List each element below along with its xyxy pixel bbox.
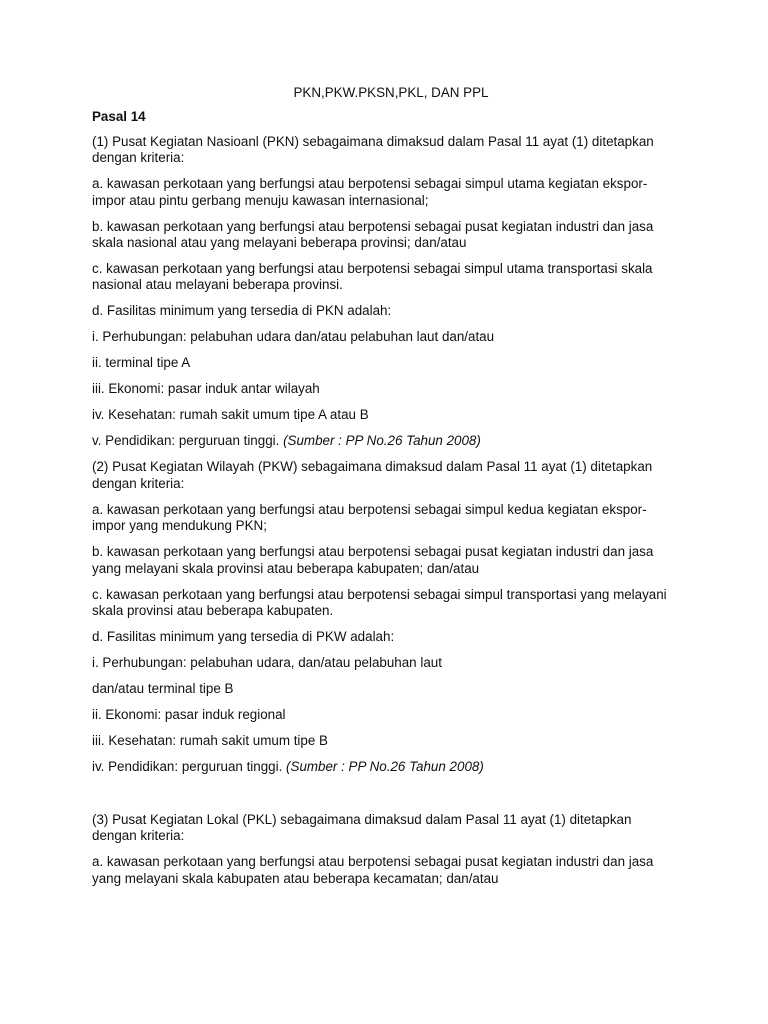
pkn-source-citation: (Sumber : PP No.26 Tahun 2008) bbox=[283, 433, 481, 449]
pkw-criteria-a: a. kawasan perkotaan yang berfungsi atau berpotensi sebagai simpul kedua kegiatan ekspor-impor yang mendukung PKN; bbox=[92, 501, 647, 534]
section-heading: Pasal 14 bbox=[92, 109, 146, 125]
pkw-facility-ii: ii. Ekonomi: pasar induk regional bbox=[92, 707, 286, 723]
pkn-facility-v: v. Pendidikan: perguruan tinggi. bbox=[92, 433, 284, 449]
pkn-facility-v-line bbox=[92, 433, 678, 449]
pkn-facility-i: i. Perhubungan: pelabuhan udara dan/atau pelabuhan laut dan/atau bbox=[92, 329, 495, 345]
pkn-facility-iii: iii. Ekonomi: pasar induk antar wilayah bbox=[92, 381, 320, 397]
pkw-facility-iv: iv. Pendidikan: perguruan tinggi. bbox=[92, 759, 287, 775]
pkw-source-citation: (Sumber : PP No.26 Tahun 2008) bbox=[286, 759, 484, 775]
pkw-facilities-heading: d. Fasilitas minimum yang tersedia di PKW adalah: bbox=[92, 629, 395, 645]
pkn-facility-ii: ii. terminal tipe A bbox=[92, 355, 191, 371]
pkn-facility-iv: iv. Kesehatan: rumah sakit umum tipe A atau B bbox=[92, 407, 369, 423]
pkl-criteria-a: a. kawasan perkotaan yang berfungsi atau berpotensi sebagai pusat kegiatan industri dan jasa yang melayani skala kabupaten atau beberapa kecamatan; dan/atau bbox=[92, 854, 654, 886]
pkn-criteria-c: c. kawasan perkotaan yang berfungsi atau berpotensi sebagai simpul utama transportasi skala nasional atau melayani beberapa provinsi. bbox=[92, 261, 653, 293]
pkn-intro: (1) Pusat Kegiatan Nasioanl (PKN) sebagaimana dimaksud dalam Pasal 11 ayat (1) ditetapkan dengan kriteria: bbox=[92, 133, 654, 166]
pkl-intro: (3) Pusat Kegiatan Lokal (PKL) sebagaimana dimaksud dalam Pasal 11 ayat (1) ditetapkan dengan kriteria: bbox=[92, 812, 632, 844]
pkw-intro: (2) Pusat Kegiatan Wilayah (PKW) sebagaimana dimaksud dalam Pasal 11 ayat (1) ditetapkan dengan kriteria: bbox=[92, 459, 653, 491]
paragraph-gap bbox=[92, 785, 678, 812]
pkw-facility-iv-line bbox=[92, 759, 678, 775]
document-title: PKN,PKW.PKSN,PKL, DAN PPL bbox=[293, 85, 489, 100]
pkw-criteria-b: b. kawasan perkotaan yang berfungsi atau berpotensi sebagai pusat kegiatan industri dan jasa yang melayani skala provinsi atau beberapa kabupaten; dan/atau bbox=[92, 544, 654, 576]
pkw-criteria-c: c. kawasan perkotaan yang berfungsi atau berpotensi sebagai simpul transportasi yang melayani skala provinsi atau beberapa kabupaten. bbox=[92, 586, 667, 619]
pkn-criteria-a: a. kawasan perkotaan yang berfungsi atau berpotensi sebagai simpul utama kegiatan ekspor-impor atau pintu gerbang menuju kawasan internasional; bbox=[92, 176, 648, 208]
pkn-criteria-b: b. kawasan perkotaan yang berfungsi atau berpotensi sebagai pusat kegiatan industri dan jasa skala nasional atau yang melayani beberapa provinsi; dan/atau bbox=[92, 218, 654, 251]
pkw-facility-i-continued: dan/atau terminal tipe B bbox=[92, 681, 234, 697]
pkw-facility-iii: iii. Kesehatan: rumah sakit umum tipe B bbox=[92, 733, 328, 749]
pkw-facility-i: i. Perhubungan: pelabuhan udara, dan/atau pelabuhan laut bbox=[92, 655, 442, 671]
pkn-facilities-heading: d. Fasilitas minimum yang tersedia di PKN adalah: bbox=[92, 303, 392, 319]
